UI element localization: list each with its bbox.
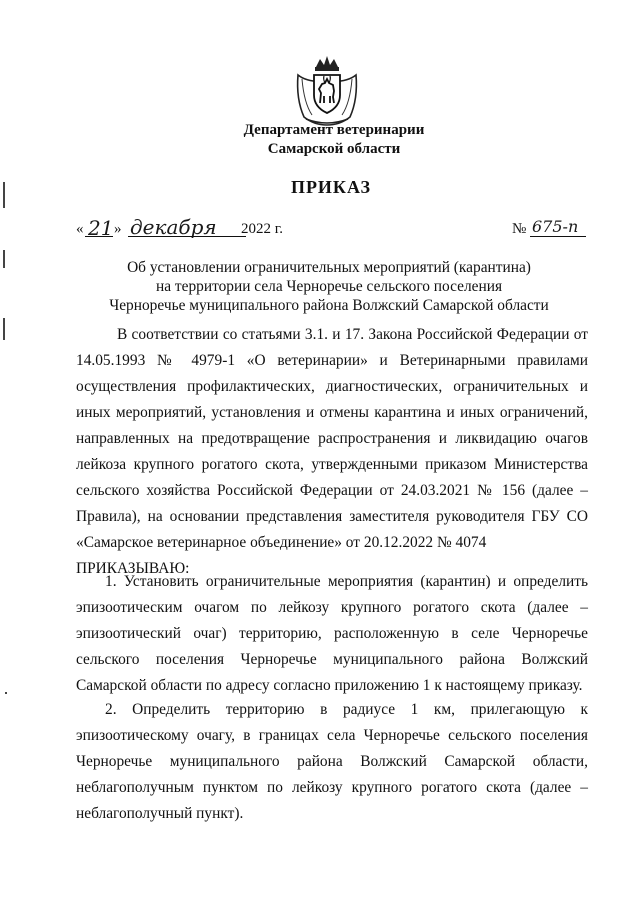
year-text: 2022 г. (241, 221, 283, 237)
scan-mark (5, 692, 7, 694)
month-underline (128, 236, 246, 237)
close-quote: » (114, 221, 122, 237)
order-subject (0, 258, 640, 315)
preamble-paragraph (76, 322, 588, 582)
day-underline (85, 236, 113, 237)
clause-1 (76, 569, 588, 699)
scan-mark (3, 182, 5, 208)
open-quote: « (76, 221, 84, 237)
number-underline (530, 236, 586, 237)
coat-of-arms-emblem (294, 53, 360, 127)
clause-2-text: 2. Определить территорию в радиусе 1 км, прилегающую к эпизоотическому очагу, в границах села Черноречье сельского поселения Черноречье муниципального района Волжский Самарской области, неблагополучным пунктом по лейкозу крупного рогатого скота (далее – неблагополучный пункт). (76, 701, 588, 822)
subject-line-3: Черноречье муниципального района Волжский Самарской области (109, 297, 549, 314)
clause-1-text: 1. Установить ограничительные мероприятия (карантин) и определить эпизоотическим очагом по лейкозу крупного рогатого скота (далее – эпизоотический очаг) территорию, расположенную в селе Черноречье сельского поселения Черноречье муниципального района Волжский Самарской области по адресу согласно приложению 1 к настоящему приказу. (76, 573, 588, 694)
handwritten-day: 21 (88, 216, 114, 240)
handwritten-number: 675-п (532, 217, 579, 236)
document-title: ПРИКАЗ (290, 177, 372, 197)
department-line-1: Департамент ветеринарии (243, 122, 425, 138)
department-line-2: Самарской области (267, 141, 401, 157)
department-name (0, 121, 640, 159)
subject-line-2: на территории села Черноречье сельского поселения (155, 278, 503, 295)
handwritten-month: декабря (130, 215, 217, 239)
clause-2 (76, 697, 588, 827)
subject-line-1: Об установлении ограничительных мероприятий (карантина) (127, 259, 531, 276)
date-number-line (76, 217, 588, 243)
number-sign: № (512, 221, 527, 237)
order-keyword: ПРИКАЗЫВАЮ: (76, 560, 190, 577)
scan-mark (3, 318, 5, 340)
preamble-text: В соответствии со статьями 3.1. и 17. Закона Российской Федерации от 14.05.1993 № 4979-1 «О ветеринарии» и Ветеринарными правилами осуществления профилактических, диагностических, ограничительных и иных мероприятий, установления и отмены карантина и иных ограничений, направленных на предотвращение распространения и ликвидацию очагов лейкоза крупного рогатого скота, утвержденными приказом Министерства сельского хозяйства Российской Федерации от 24.03.2021 № 156 (далее – Правила), на основании представления заместителя руководителя ГБУ СО «Самарское ветеринарное объединение» от 20.12.2022 № 4074 (76, 326, 588, 551)
scan-mark (3, 250, 5, 268)
